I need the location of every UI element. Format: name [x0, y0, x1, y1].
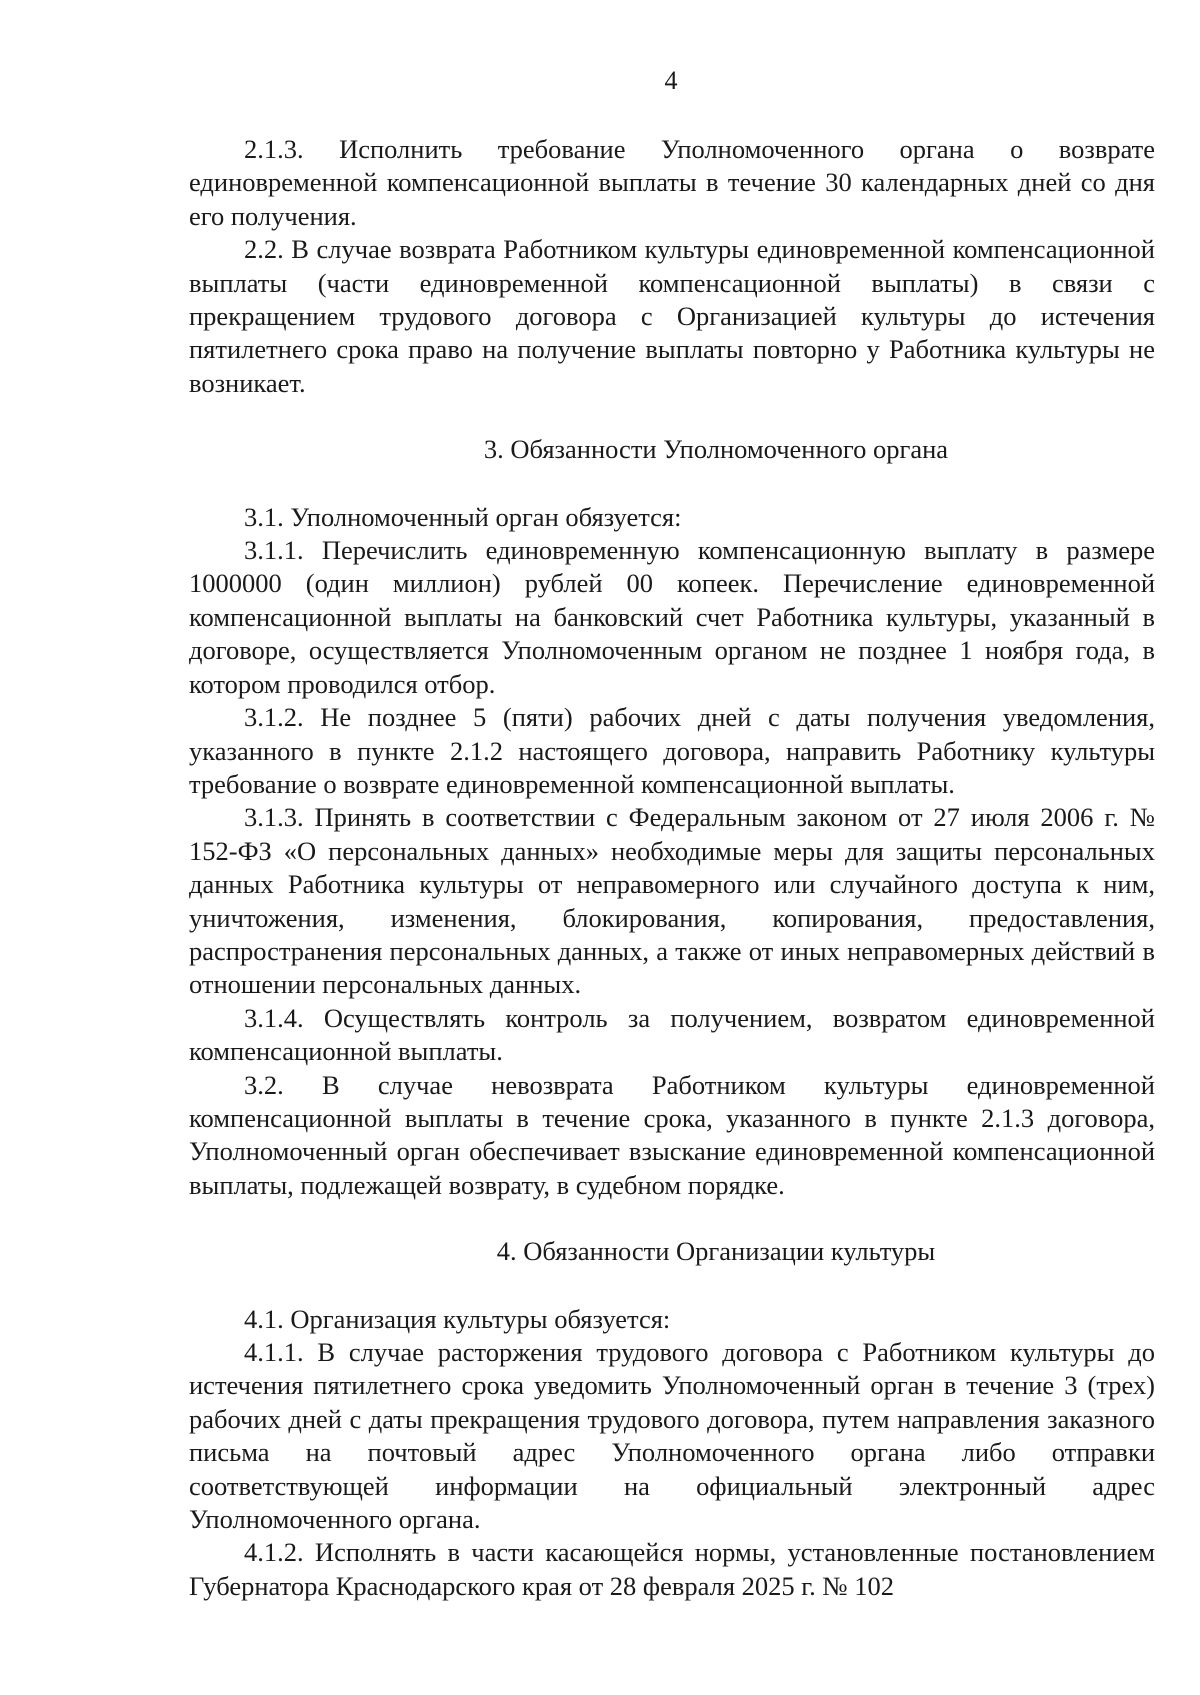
paragraph-3-1-2: 3.1.2. Не позднее 5 (пяти) рабочих дней с даты получения уведомления, указанного в пункте 2.1.2 настоящего договора, направить Работнику культуры требование о возврате единовременной компенсационной выплаты. [189, 702, 1155, 799]
paragraph-4-1-1: 4.1.1. В случае расторжения трудового договора с Работником культуры до истечения пятилетнего срока уведомить Уполномоченный орган в течение 3 (трех) рабочих дней с даты прекращения трудового договора, путем направления заказного письма на почтовый адрес Уполномоченного органа либо отправки соответствующей информации на официальный электронный адрес Уполномоченного органа. [189, 1337, 1155, 1535]
spacer [189, 400, 1155, 433]
paragraph-2-2: 2.2. В случае возврата Работником культуры единовременной компенсационной выплаты (части единовременной компенсационной выплаты) в связи с прекращением трудового договора с Организацией культуры до истечения пятилетнего срока право на получение выплаты повторно у Работника культуры не возникает. [189, 234, 1155, 398]
paragraph-3-1-3: 3.1.3. Принять в соответствии с Федеральным законом от 27 июля 2006 г. № 152-ФЗ «О персональных данных» необходимые меры для защиты персональных данных Работника культуры от неправомерного или случайного доступа к ним, уничтожения, изменения, блокирования, копирования, предоставления, распространения персональных данных, а также от иных неправомерных действий в отношении персональных данных. [189, 802, 1155, 1000]
paragraph-2-1-3: 2.1.3. Исполнить требование Уполномоченного органа о возврате единовременной компенсационной выплаты в течение 30 календарных дней со дня его получения. [189, 134, 1155, 231]
section-4-heading: 4. Обязанности Организации культуры [496, 1236, 936, 1267]
spacer [189, 467, 1155, 501]
paragraph-3-1-1: 3.1.1. Перечислить единовременную компенсационную выплату в размере 1000000 (один миллион) рублей 00 копеек. Перечисление единовременной компенсационной выплаты на банковский счет Работника культуры, указанный в договоре, осуществляется Уполномоченным органом не позднее 1 ноября года, в котором проводился отбор. [189, 535, 1155, 699]
paragraph-3-2: 3.2. В случае невозврата Работником культуры единовременной компенсационной выплаты в течение срока, указанного в пункте 2.1.3 договора, Уполномоченный орган обеспечивает взыскание единовременной компенсационной выплаты, подлежащей возврату, в судебном порядке. [189, 1069, 1155, 1200]
section-3-heading: 3. Обязанности Уполномоченного органа [483, 434, 949, 465]
paragraph-3-1: 3.1. Уполномоченный орган обязуется: [244, 501, 682, 532]
document-body [189, 133, 1155, 1603]
page-number: 4 [664, 66, 678, 95]
spacer [189, 1269, 1155, 1303]
spacer [189, 1202, 1155, 1235]
paragraph-3-1-4: 3.1.4. Осуществлять контроль за получением, возвратом единовременной компенсационной выплаты. [189, 1002, 1155, 1067]
paragraph-4-1-2: 4.1.2. Исполнять в части касающейся нормы, установленные постановлением Губернатора Краснодарского края от 28 февраля 2025 г. № 102 [189, 1537, 1155, 1601]
paragraph-4-1: 4.1. Организация культуры обязуется: [244, 1303, 671, 1334]
